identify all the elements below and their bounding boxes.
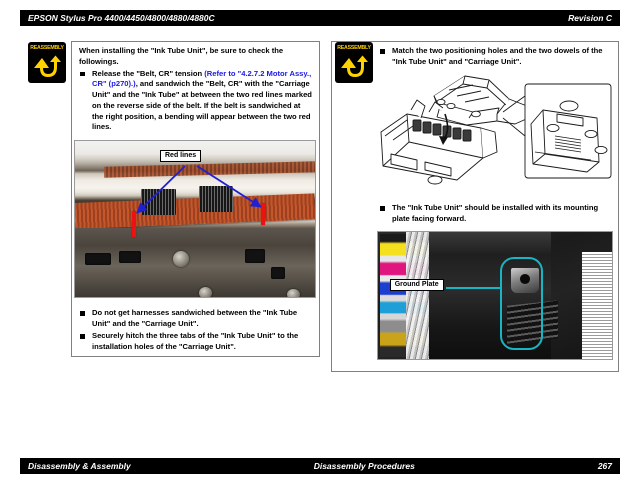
left-panel-text [79, 46, 313, 135]
left-bullet-1-part-a: Release the "Belt, CR" tension [92, 68, 205, 78]
ground-plate-photo [377, 231, 613, 360]
left-lead-text: When installing the "Ink Tube Unit", be sure to check the followings. [79, 46, 284, 66]
left-bullet-item-1 [79, 69, 313, 134]
ground-plate-highlight-ellipse [500, 257, 544, 350]
right-bullet-list-top [379, 46, 611, 68]
red-lines-leader-arrows [75, 141, 316, 298]
reassembly-icon [28, 42, 66, 83]
detail-callout-box [525, 84, 611, 178]
right-bullet-list-mid [379, 203, 611, 225]
reassembly-arrow-icon [338, 51, 370, 81]
right-panel-text-mid [379, 203, 611, 226]
reassembly-icon-label: REASSEMBLY [337, 45, 371, 51]
left-bullet-list-bottom [79, 308, 313, 353]
left-bullet-1-part-b: , and sandwich the "Belt, CR" with the "Carriage Unit" and the "Ink Tube" at between the two red lines marked on the reverse side of the belt. If the belt is sandwiched at the right position, a bending will appear between the two red lines. [92, 79, 312, 132]
right-bullet-item-2: The "Ink Tube Unit" should be installed with its mounting plate facing forward. [379, 203, 611, 225]
right-bullet-item-1: Match the two positioning holes and the two dowels of the "Ink Tube Unit" and "Carriage Unit". [379, 46, 611, 68]
reassembly-icon [335, 42, 373, 83]
footer-subsection-label: Disassembly Procedures [313, 461, 415, 471]
left-bullet-item-3: Securely hitch the three tabs of the "Ink Tube Unit" to the installation holes of the "Carriage Unit". [79, 331, 313, 353]
reassembly-arrow-icon [31, 51, 63, 81]
header-revision: Revision C [568, 13, 612, 23]
ground-plate-leader-line [446, 287, 502, 289]
reassembly-icon-label: REASSEMBLY [30, 45, 64, 51]
ribbon-cable [582, 252, 612, 359]
ground-plate-callout-label: Ground Plate [390, 279, 444, 291]
left-panel-bottom-text [79, 308, 313, 354]
left-bullet-1-link[interactable]: (Refer to "4.2.7.2 Motor Assy., CR" (p270).) [92, 68, 312, 89]
left-bullet-list-top [79, 69, 313, 134]
left-bullet-item-2: Do not get harnesses sandwiched between the "Ink Tube Unit" and the "Carriage Unit". [79, 308, 313, 330]
page-footer [20, 458, 620, 474]
belt-cr-photo [74, 140, 316, 298]
footer-page-number: 267 [597, 461, 612, 471]
ink-tube-unit-line-drawing [377, 66, 613, 198]
page-header [20, 10, 620, 26]
red-lines-callout-label: Red lines [160, 150, 201, 162]
header-title: EPSON Stylus Pro 4400/4450/4800/4880/4880C [28, 13, 215, 23]
footer-section-label: Disassembly & Assembly [28, 461, 131, 471]
